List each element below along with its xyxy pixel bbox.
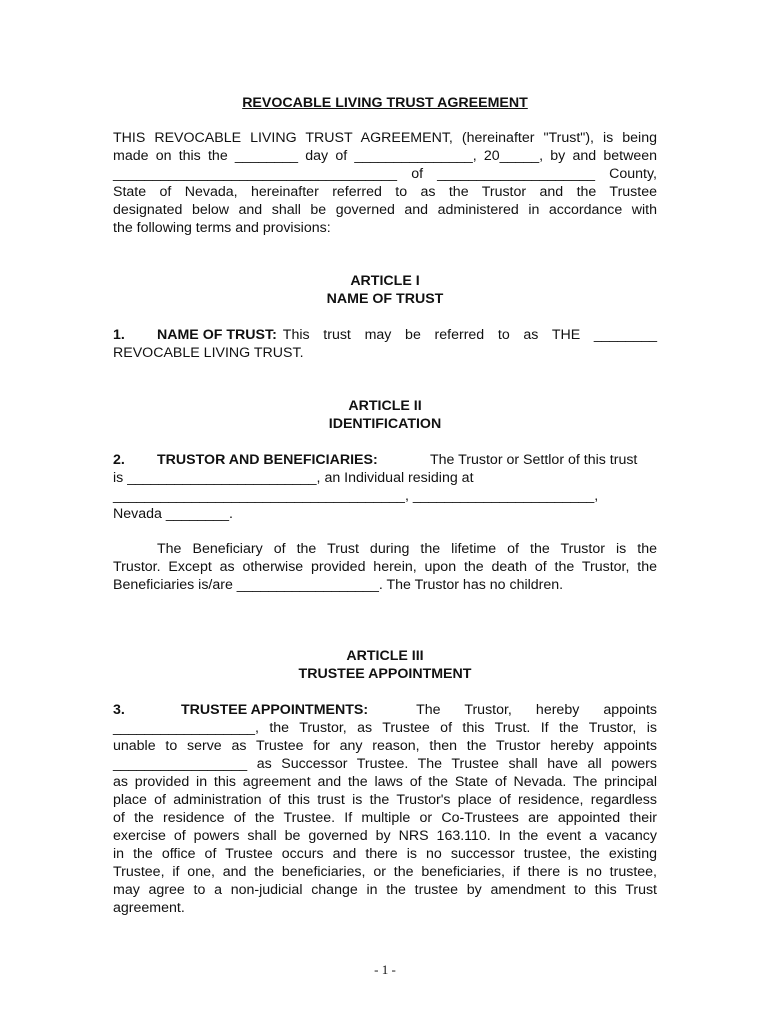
intro-line: State of Nevada, hereinafter referred to as the Trustor and the Trustee [113, 184, 657, 200]
article-1-subheading: NAME OF TRUST [326, 291, 444, 307]
section-text: Nevada ________. [113, 506, 233, 522]
article-3-heading: ARTICLE III [346, 648, 424, 664]
paragraph-line: exercise of powers shall be governed by NRS 163.110. In the event a vacancy [113, 828, 657, 844]
article-3-subheading: TRUSTEE APPOINTMENT [298, 666, 472, 682]
paragraph-line: The Beneficiary of the Trust during the lifetime of the Trustor is the [157, 541, 657, 557]
section-text: _____________________________________, _______________________, [113, 488, 599, 504]
article-1-section [113, 326, 657, 362]
paragraph-line: unable to serve as Trustee for any reason, then the Trustor hereby appoints [113, 738, 657, 754]
intro-line: ____________________________________ of ____________________ County, [113, 166, 657, 182]
paragraph-line: in the office of Trustee occurs and there is no successor trustee, the existing [113, 846, 657, 862]
section-number: 2. [113, 452, 125, 468]
paragraph-line: __________________, the Trustor, as Trustee of this Trust. If the Trustor, is [113, 720, 657, 736]
paragraph-line: Beneficiaries is/are __________________. The Trustor has no children. [113, 577, 564, 593]
section-label: TRUSTEE APPOINTMENTS: [181, 702, 369, 718]
paragraph-line: _________________ as Successor Trustee. The Trustee shall have all powers [113, 756, 657, 772]
section-text: The Trustor, hereby appoints [416, 702, 657, 718]
intro-line: made on this the ________ day of _______________, 20_____, by and between [113, 148, 657, 164]
article-3-section [113, 701, 657, 917]
beneficiary-paragraph [113, 540, 657, 594]
article-1-heading: ARTICLE I [350, 273, 420, 289]
intro-line: the following terms and provisions: [113, 220, 331, 236]
intro-line: THIS REVOCABLE LIVING TRUST AGREEMENT, (hereinafter "Trust"), is being [113, 130, 657, 146]
section-text: This trust may be referred to as THE ________ [282, 327, 657, 343]
paragraph-line: Trustor. Except as otherwise provided herein, upon the death of the Trustor, the [113, 559, 657, 575]
section-label: NAME OF TRUST: [157, 327, 277, 343]
section-text: REVOCABLE LIVING TRUST. [113, 345, 304, 361]
article-2-heading: ARTICLE II [348, 398, 422, 414]
paragraph-line: Trustee, if one, and the beneficiaries, or the beneficiaries, if there is no trustee, [113, 864, 657, 880]
article-2-subheading: IDENTIFICATION [328, 416, 442, 432]
page-number: - 1 - [374, 962, 396, 977]
section-text: is ________________________, an Individual residing at [113, 470, 474, 486]
intro-paragraph [113, 129, 657, 237]
paragraph-line: place of administration of this trust is the Trustor's place of residence, regardless [113, 792, 657, 808]
article-2-section [113, 451, 657, 523]
section-number: 3. [113, 702, 125, 718]
paragraph-line: may agree to a non-judicial change in the trustee by amendment to this Trust [113, 882, 657, 898]
paragraph-line: agreement. [113, 900, 185, 916]
section-label: TRUSTOR AND BENEFICIARIES: [157, 452, 378, 468]
document-title: REVOCABLE LIVING TRUST AGREEMENT [242, 95, 528, 111]
intro-line: designated below and shall be governed and administered in accordance with [113, 202, 657, 218]
section-number: 1. [113, 327, 125, 343]
paragraph-line: of the residence of the Trustee. If multiple or Co-Trustees are appointed their [113, 810, 657, 826]
section-text: The Trustor or Settlor of this trust [430, 452, 638, 468]
paragraph-line: as provided in this agreement and the laws of the State of Nevada. The principal [113, 774, 657, 790]
